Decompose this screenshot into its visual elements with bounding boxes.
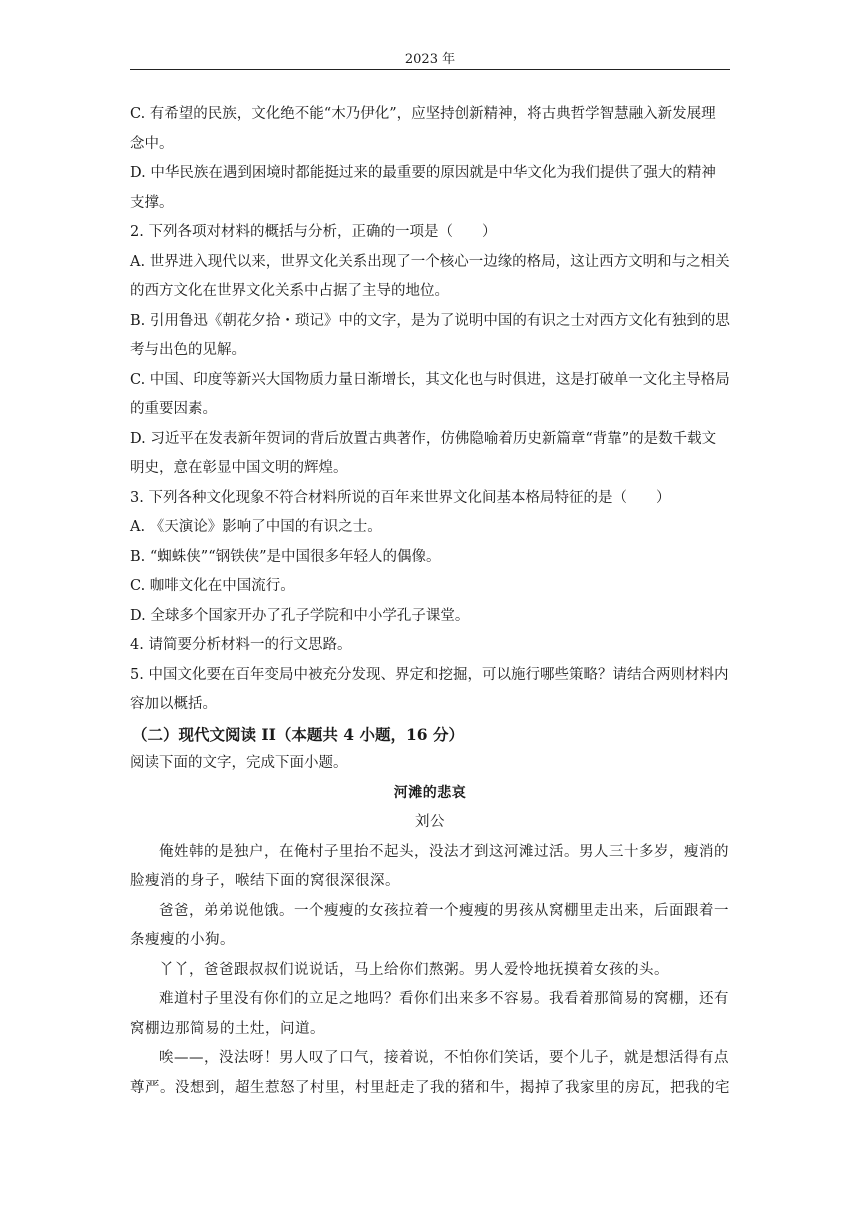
option-b: B. 引用鲁迅《朝花夕拾・琐记》中的文字，是为了说明中国的有识之士对西方文化有独到的思考与出色的见解。 [130, 312, 730, 358]
story-title: 河滩的悲哀 [393, 784, 467, 801]
option-d: D. 中华民族在遇到困境时都能挺过来的最重要的原因就是中华文化为我们提供了强大的精神支撑。 [130, 165, 716, 211]
story-author: 刘公 [415, 814, 445, 830]
section-heading: （二）现代文阅读 II（本题共 4 小题，16 分） [132, 724, 464, 744]
document-body [130, 100, 730, 1103]
section-instruction: 阅读下面的文字，完成下面小题。 [130, 755, 348, 771]
story-paragraph: 爸爸，弟弟说他饿。一个瘦瘦的女孩拉着一个瘦瘦的男孩从窝棚里走出来，后面跟着一条瘦瘦的小狗。 [130, 902, 729, 948]
option-a: A. 《天演论》影响了中国的有识之士。 [130, 519, 382, 535]
story-paragraph: 丫丫，爸爸跟叔叔们说说话，马上给你们熬粥。男人爱怜地抚摸着女孩的头。 [159, 961, 669, 978]
header-divider [130, 69, 730, 70]
question-list [130, 100, 730, 720]
option-b: B. “蜘蛛侠”“钢铁侠”是中国很多年轻人的偶像。 [130, 548, 441, 565]
option-c: C. 咖啡文化在中国流行。 [130, 578, 295, 594]
story-paragraph: 唉——，没法呀！男人叹了口气，接着说，不怕你们笑话，要个儿子，就是想活得有点尊严。没想到，超生惹怒了村里，村里赶走了我的猪和牛，揭掉了我家里的房瓦，把我的宅 [130, 1050, 730, 1096]
story [130, 779, 730, 1104]
question-5: 5. 中国文化要在百年变局中被充分发现、界定和挖掘，可以施行哪些策略？请结合两则材料内容加以概括。 [130, 666, 729, 712]
question-2: 2. 下列各项对材料的概括与分析，正确的一项是（ ） [130, 224, 497, 240]
option-c: C. 中国、印度等新兴大国物质力量日渐增长，其文化也与时俱进，这是打破单一文化主导格局的重要因素。 [130, 371, 730, 417]
option-d: D. 全球多个国家开办了孔子学院和中小学孔子课堂。 [130, 607, 470, 624]
option-a: A. 世界进入现代以来，世界文化关系出现了一个核心一边缘的格局，这让西方文明和与之相关的西方文化在世界文化关系中占据了主导的地位。 [130, 253, 730, 299]
question-3: 3. 下列各种文化现象不符合材料所说的百年来世界文化间基本格局特征的是（ ） [130, 489, 671, 506]
option-d: D. 习近平在发表新年贺词的背后放置古典著作，仿佛隐喻着历史新篇章“背靠”的是数千载文明史，意在彰显中国文明的辉煌。 [130, 430, 717, 476]
option-c: C. 有希望的民族，文化绝不能“木乃伊化”，应坚持创新精神，将古典哲学智慧融入新发展理念中。 [130, 106, 716, 152]
question-4: 4. 请简要分析材料一的行文思路。 [130, 637, 352, 653]
page-header: 2023 年 [404, 52, 456, 67]
story-paragraph: 俺姓韩的是独户，在俺村子里抬不起头，没法才到这河滩过活。男人三十多岁，瘦消的脸瘦消的身子，喉结下面的窝很深很深。 [130, 843, 729, 889]
story-paragraph: 难道村子里没有你们的立足之地吗？看你们出来多不容易。我看着那简易的窝棚，还有窝棚边那简易的土灶，问道。 [130, 991, 729, 1037]
